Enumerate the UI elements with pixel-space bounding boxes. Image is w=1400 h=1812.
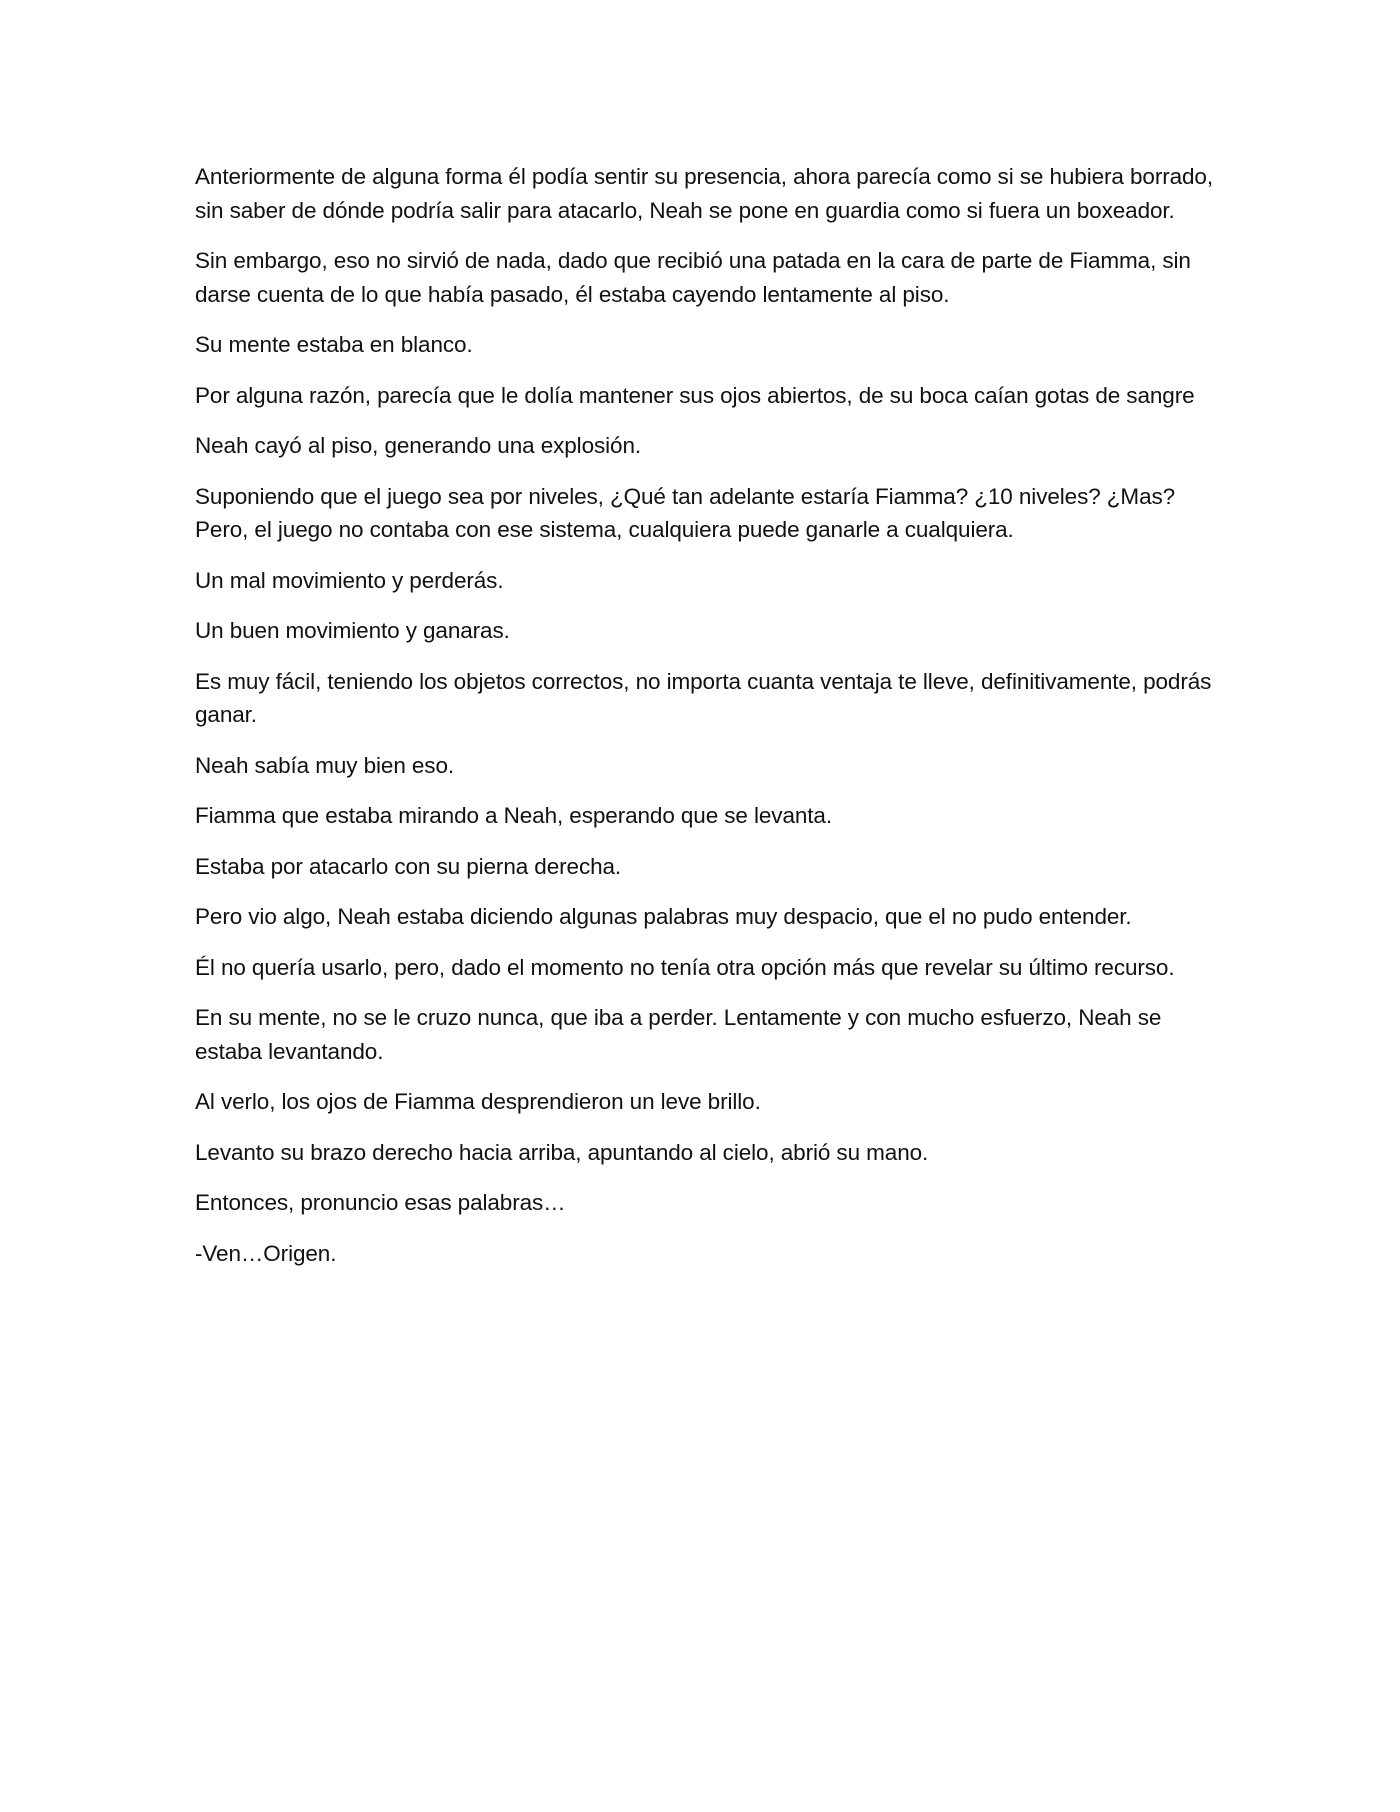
- paragraph: Entonces, pronuncio esas palabras…: [195, 1190, 566, 1215]
- paragraph: Al verlo, los ojos de Fiamma desprendieron un leve brillo.: [195, 1089, 761, 1114]
- paragraph: Un mal movimiento y perderás.: [195, 567, 504, 593]
- paragraph: Pero vio algo, Neah estaba diciendo algunas palabras muy despacio, que el no pudo entender.: [195, 904, 1132, 929]
- paragraph: Él no quería usarlo, pero, dado el momento no tenía otra opción más que revelar su último recurso.: [195, 954, 1175, 980]
- paragraph: Su mente estaba en blanco.: [195, 332, 473, 357]
- paragraph: -Ven…Origen.: [195, 1240, 337, 1266]
- paragraph: En su mente, no se le cruzo nunca, que iba a perder. Lentamente y con mucho esfuerzo, Neah se estaba levantando.: [195, 1005, 1162, 1064]
- paragraph: Estaba por atacarlo con su pierna derecha.: [195, 853, 622, 879]
- paragraph: Anteriormente de alguna forma él podía sentir su presencia, ahora parecía como si se hubiera borrado, sin saber de dónde podría salir para atacarlo, Neah se pone en guardia como si fuera un boxeador.: [195, 164, 1213, 223]
- paragraph: Suponiendo que el juego sea por niveles, ¿Qué tan adelante estaría Fiamma? ¿10 niveles? ¿Mas? Pero, el juego no contaba con ese sistema, cualquiera puede ganarle a cualquiera.: [195, 483, 1176, 542]
- paragraph: Por alguna razón, parecía que le dolía mantener sus ojos abiertos, de su boca caían gotas de sangre: [195, 382, 1195, 408]
- paragraph: Levanto su brazo derecho hacia arriba, apuntando al cielo, abrió su mano.: [195, 1139, 929, 1165]
- paragraph: Neah sabía muy bien eso.: [195, 752, 455, 778]
- paragraph: Un buen movimiento y ganaras.: [195, 618, 510, 643]
- document-body: [195, 160, 1215, 1287]
- paragraph: Fiamma que estaba mirando a Neah, esperando que se levanta.: [195, 803, 832, 828]
- paragraph: Sin embargo, eso no sirvió de nada, dado que recibió una patada en la cara de parte de Fiamma, sin darse cuenta de lo que había pasado, él estaba cayendo lentamente al piso.: [195, 248, 1191, 307]
- paragraph: Es muy fácil, teniendo los objetos correctos, no importa cuanta ventaja te lleve, definitivamente, podrás ganar.: [195, 668, 1212, 727]
- paragraph: Neah cayó al piso, generando una explosión.: [195, 433, 642, 458]
